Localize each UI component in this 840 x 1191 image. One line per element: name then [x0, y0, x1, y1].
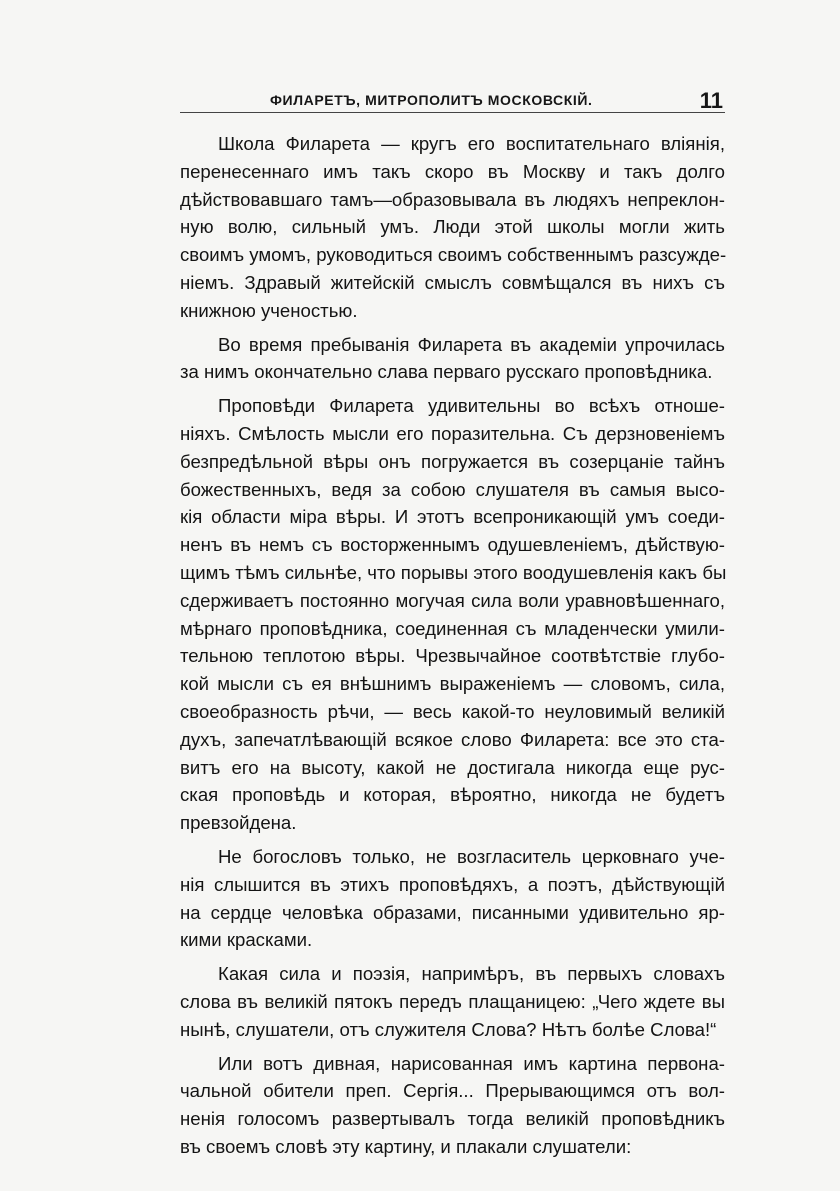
text-line: Какая сила и поэзія, напримѣръ, въ первыхъ словахъ: [218, 963, 725, 985]
text-line: безпредѣльной вѣры онъ погружается въ созерцаніе тайнъ: [180, 450, 725, 472]
page-number: 11: [699, 88, 723, 113]
text-line: своеобразность рѣчи, — весь какой-то неуловимый великій: [180, 700, 725, 722]
text-line: витъ его на высоту, какой не достигала никогда еще рус-: [180, 756, 725, 778]
page-header: [180, 88, 725, 118]
text-line: ская проповѣдь и которая, вѣроятно, никогда не будетъ: [180, 784, 725, 806]
text-line: на сердце человѣка образами, писанными удивительно яр-: [180, 901, 725, 923]
text-line: Школа Филарета — кругъ его воспитательнаго вліянія,: [218, 133, 725, 154]
text-line: перенесеннаго имъ такъ скоро въ Москву и такъ долго: [180, 160, 725, 182]
text-line: ніяхъ. Смѣлость мысли его поразительна. Съ дерзновеніемъ: [180, 422, 725, 444]
paragraph: [180, 1050, 725, 1161]
text-line: мѣрнаго проповѣдника, соединенная съ младенчески умили-: [180, 617, 725, 639]
paragraph: [180, 843, 725, 954]
text-line: Не богословъ только, не возгласитель церковнаго уче-: [218, 845, 725, 867]
text-line: щимъ тѣмъ сильнѣе, что порывы этого воодушевленія какъ бы: [180, 561, 727, 583]
text-line: нынѣ, слушатели, отъ служителя Слова? Нѣтъ болѣе Слова!“: [180, 1018, 717, 1040]
text-line: божественныхъ, ведя за собою слушателя въ самыя высо-: [180, 478, 725, 500]
text-line: своимъ умомъ, руководиться своимъ собственнымъ разсужде-: [180, 244, 727, 266]
text-line: за нимъ окончательно слава перваго русскаго проповѣдника.: [180, 361, 713, 383]
text-line: Или вотъ дивная, нарисованная имъ картина первона-: [218, 1052, 725, 1074]
text-line: сдерживаетъ постоянно могучая сила воли уравновѣшеннаго,: [180, 589, 725, 611]
text-line: чальной обители преп. Сергія... Прерывающимся отъ вол-: [180, 1080, 725, 1102]
header-rule: [180, 112, 725, 113]
text-line: Проповѣди Филарета удивительны во всѣхъ отноше-: [218, 395, 725, 417]
text-line: ніемъ. Здравый житейскій смыслъ совмѣщался въ нихъ съ: [180, 271, 725, 293]
text-line: кой мысли съ ея внѣшнимъ выраженіемъ — словомъ, сила,: [180, 673, 725, 695]
text-line: кими красками.: [180, 929, 313, 951]
text-line: нія слышится въ этихъ проповѣдяхъ, а поэтъ, дѣйствующій: [180, 873, 725, 895]
body-text: [180, 130, 725, 1167]
text-line: слова въ великій пятокъ передъ плащаницею: „Чего ждете вы: [180, 990, 725, 1012]
text-line: тельною теплотою вѣры. Чрезвычайное соотвѣтствіе глубо-: [180, 645, 725, 667]
paragraph: [180, 392, 725, 837]
text-line: Во время пребыванія Филарета въ академіи упрочилась: [218, 333, 725, 355]
paragraph: [180, 960, 725, 1043]
text-line: духъ, запечатлѣвающій всякое слово Филарета: все это ста-: [180, 728, 725, 750]
text-line: кія области міра вѣры. И этотъ всепроникающій умъ соеди-: [180, 506, 725, 528]
text-line: превзойдена.: [180, 812, 297, 834]
text-line: дѣйствовавшаго тамъ—образовывала въ людяхъ непреклон-: [180, 188, 725, 210]
text-line: въ своемъ словѣ эту картину, и плакали слушатели:: [180, 1135, 632, 1157]
text-line: ную волю, сильный умъ. Люди этой школы могли жить: [180, 216, 725, 238]
text-line: ненъ въ немъ съ восторженнымъ одушевленіемъ, дѣйствую-: [180, 534, 725, 556]
paragraph: [180, 130, 725, 325]
text-line: ненія голосомъ развертывалъ тогда великій проповѣдникъ: [180, 1108, 725, 1130]
paragraph: [180, 331, 725, 387]
running-title: ФИЛАРЕТЪ, МИТРОПОЛИТЪ МОСКОВСКІЙ.: [270, 92, 593, 108]
text-line: книжною ученостью.: [180, 299, 358, 321]
